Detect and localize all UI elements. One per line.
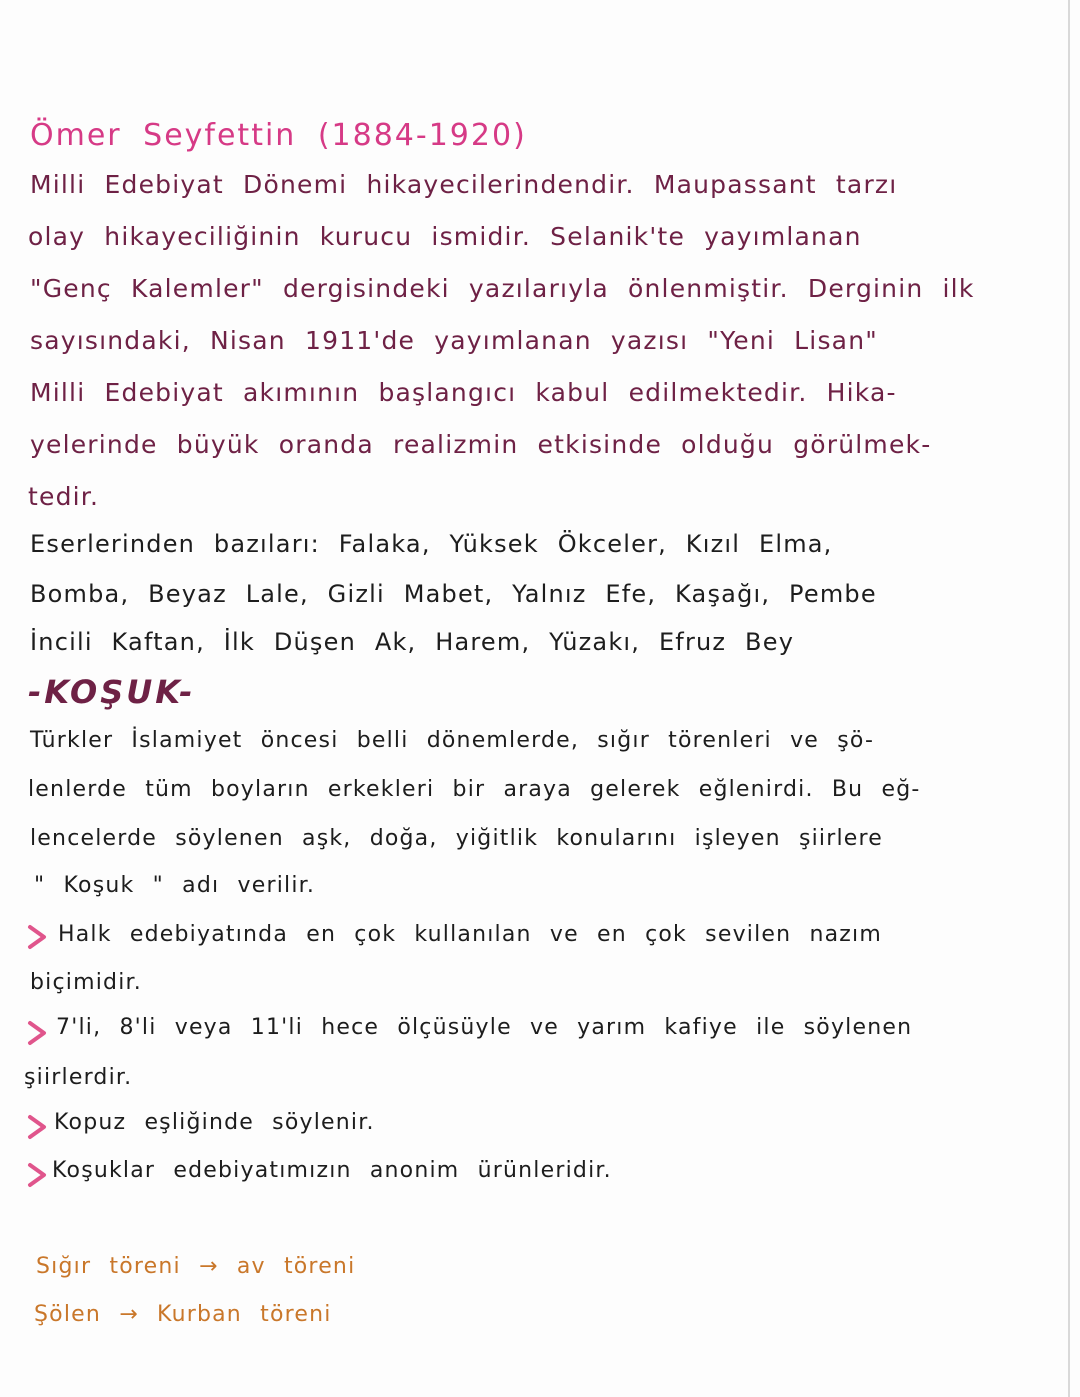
bullet-line: Koşuklar edebiyatımızın anonim ürünleridir. [52, 1158, 612, 1183]
works-line: Bomba, Beyaz Lale, Gizli Mabet, Yalnız Efe, Kaşağı, Pembe [30, 580, 877, 608]
definition-line: Türkler İslamiyet öncesi belli dönemlerde, sığır törenleri ve şö- [30, 728, 875, 753]
page-edge-line [1068, 0, 1070, 1397]
intro-line: "Genç Kalemler" dergisindeki yazılarıyla önlenmiştir. Derginin ilk [30, 274, 975, 303]
bullet-line: şiirlerdir. [24, 1065, 133, 1090]
works-line: Eserlerinden bazıları: Falaka, Yüksek Ökceler, Kızıl Elma, [30, 530, 833, 558]
definition-line: lencelerde söylenen aşk, doğa, yiğitlik konularını işleyen şiirlere [30, 826, 884, 851]
chevron-right-icon [22, 922, 52, 952]
chevron-right-icon [22, 1160, 52, 1190]
intro-line: yelerinde büyük oranda realizmin etkisinde olduğu görülmek- [30, 430, 932, 459]
note-line: Sığır töreni → av töreni [36, 1254, 356, 1279]
intro-line: tedir. [28, 482, 100, 511]
intro-line: sayısındaki, Nisan 1911'de yayımlanan yazısı "Yeni Lisan" [30, 326, 878, 355]
intro-line: Milli Edebiyat akımının başlangıcı kabul edilmektedir. Hika- [30, 378, 897, 407]
works-line: İncili Kaftan, İlk Düşen Ak, Harem, Yüzakı, Efruz Bey [30, 628, 795, 656]
section-heading: -KOŞUK- [28, 673, 196, 711]
chevron-right-icon [22, 1018, 52, 1048]
intro-line: olay hikayeciliğinin kurucu ismidir. Selanik'te yayımlanan [28, 222, 862, 251]
page-title: Ömer Seyfettin (1884-1920) [30, 118, 527, 153]
bullet-line: Kopuz eşliğinde söylenir. [54, 1110, 375, 1135]
definition-line: lenlerde tüm boyların erkekleri bir araya gelerek eğlenirdi. Bu eğ- [28, 777, 921, 802]
bullet-line: Halk edebiyatında en çok kullanılan ve en çok sevilen nazım [58, 922, 883, 947]
note-line: Şölen → Kurban töreni [34, 1302, 332, 1327]
definition-line: " Koşuk " adı verilir. [34, 873, 316, 898]
intro-line: Milli Edebiyat Dönemi hikayecilerindendir. Maupassant tarzı [30, 170, 898, 199]
chevron-right-icon [22, 1112, 52, 1142]
bullet-line: biçimidir. [30, 970, 142, 995]
bullet-line: 7'li, 8'li veya 11'li hece ölçüsüyle ve yarım kafiye ile söylenen [56, 1015, 913, 1040]
